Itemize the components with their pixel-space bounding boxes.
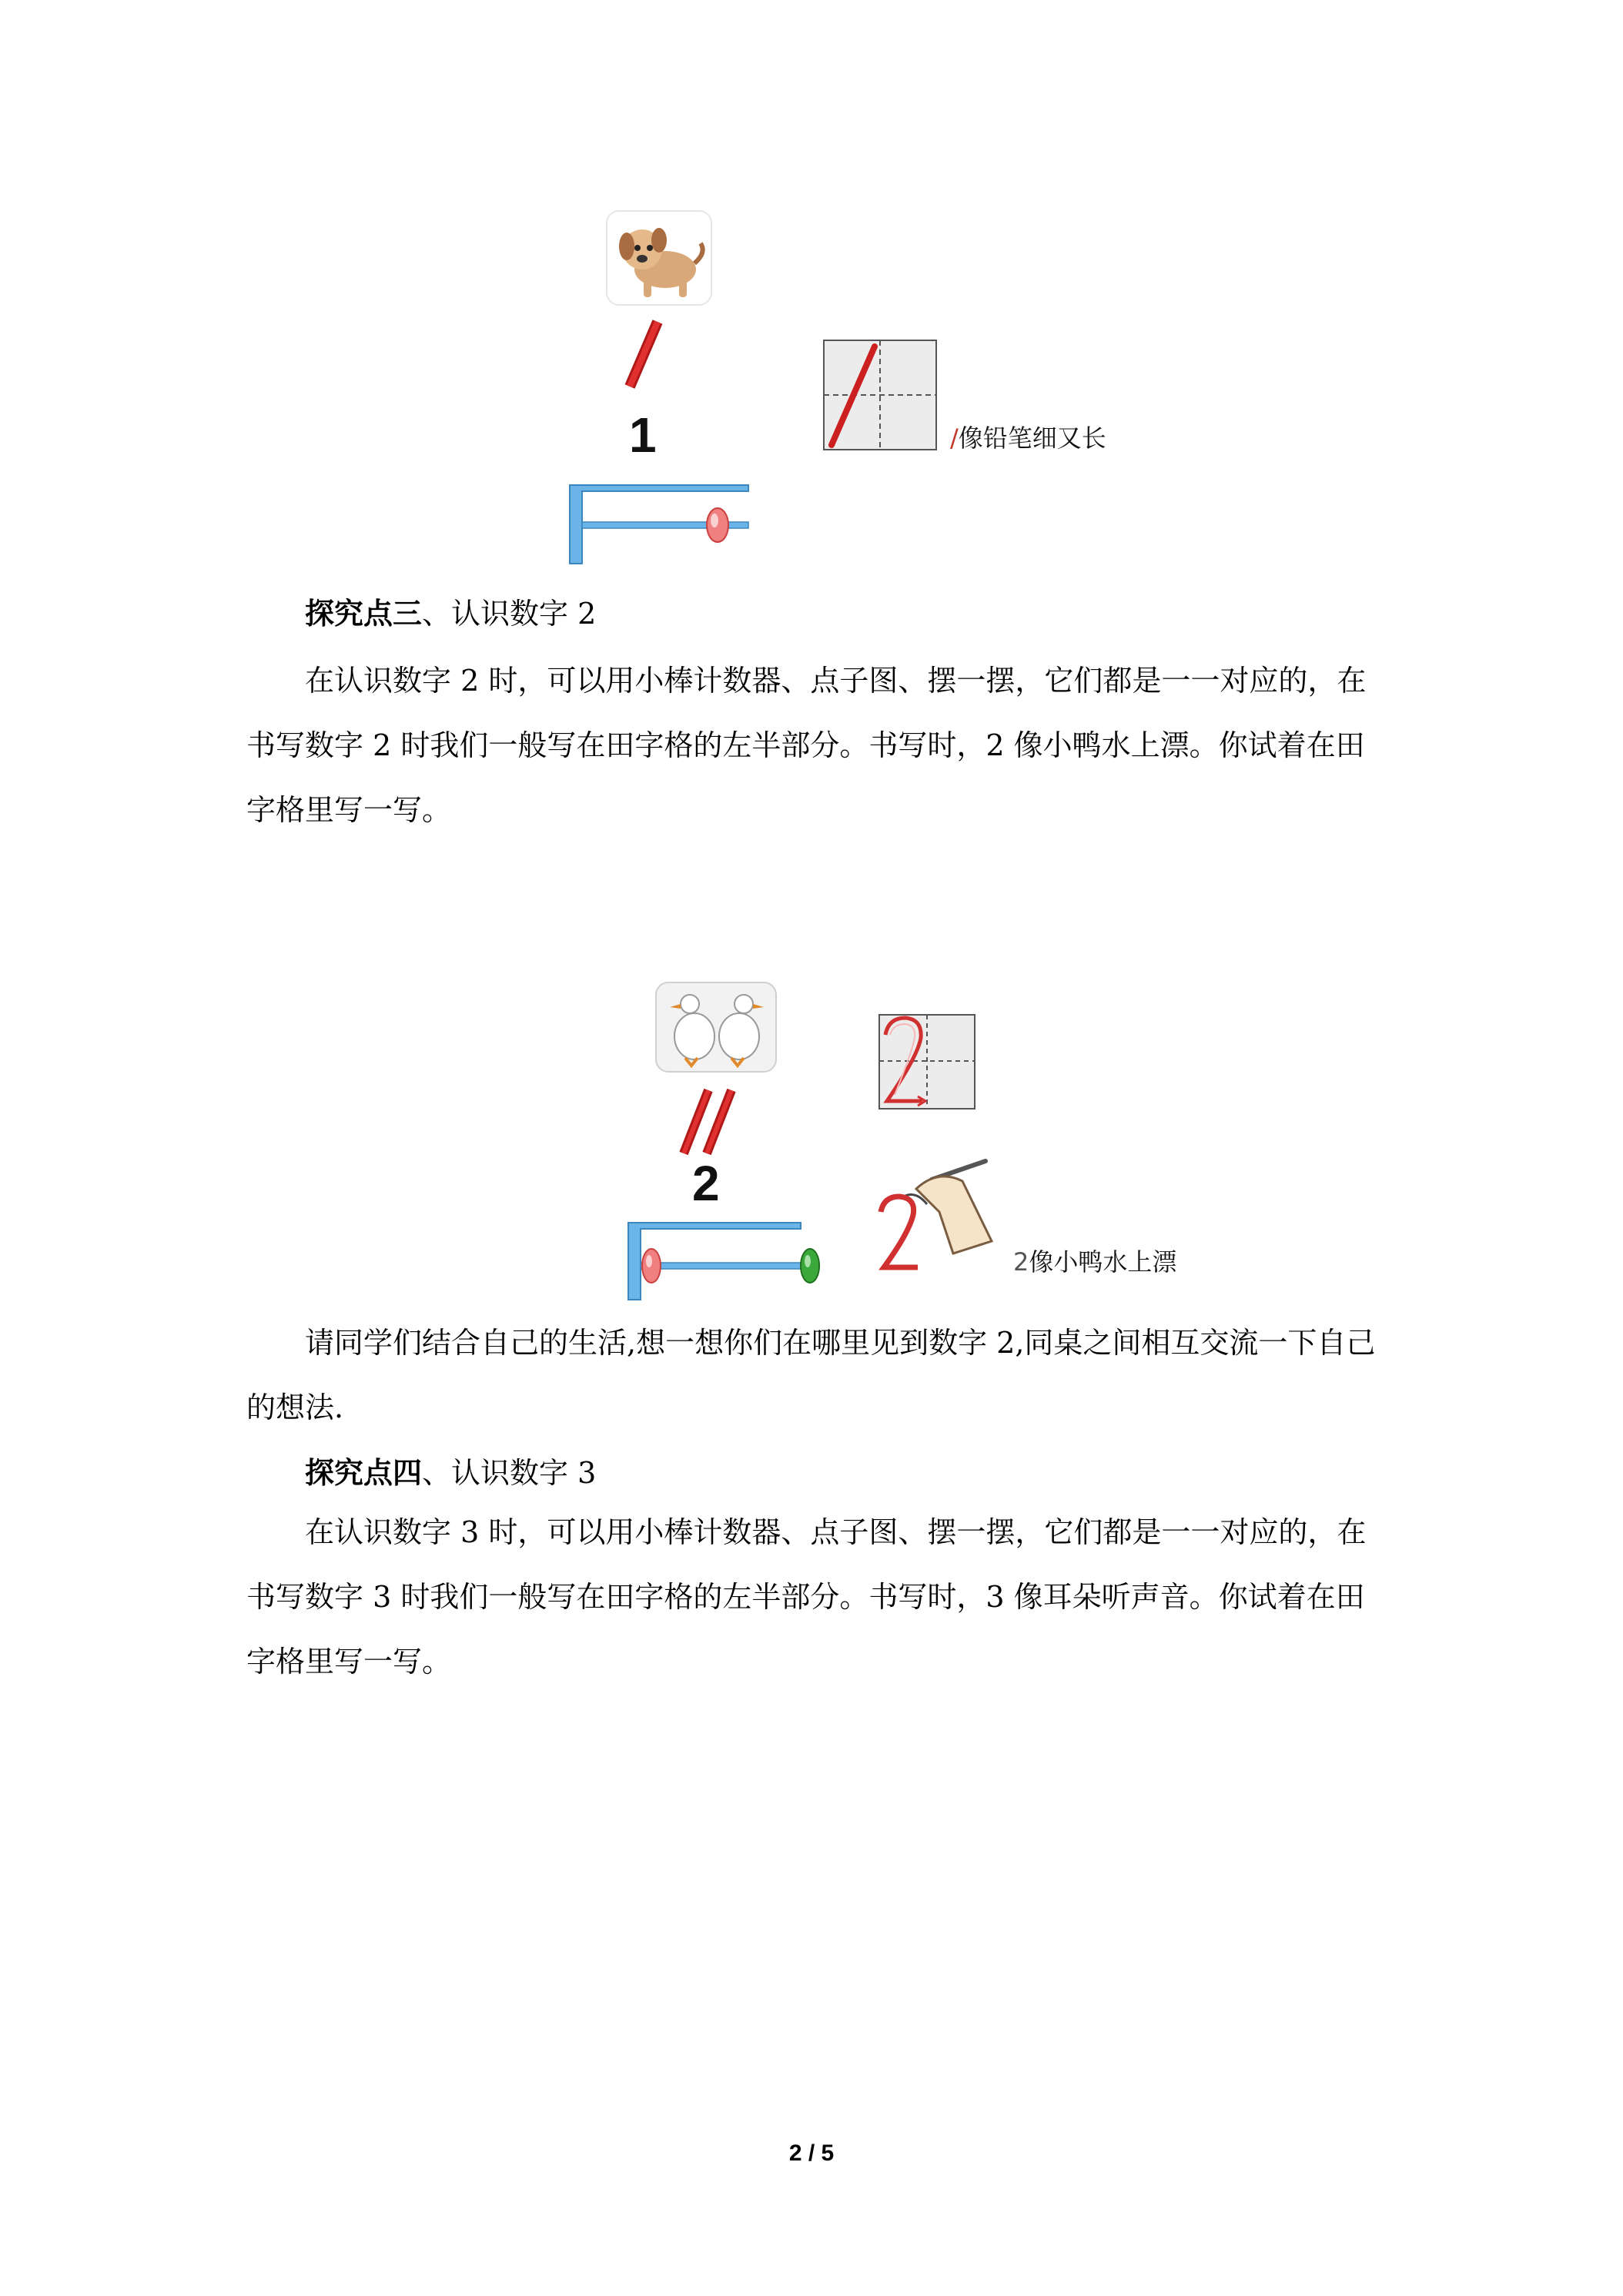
figure-number-label: 1 xyxy=(629,407,657,463)
figure-number-label: 2 xyxy=(692,1156,720,1211)
single-stick xyxy=(621,316,667,393)
discussion-paragraph: 请同学们结合自己的生活,想一想你们在哪里见到数字 2,同桌之间相互交流一下自己的想法. xyxy=(246,1326,1376,1424)
caption-two: 2像小鸭水上漂 xyxy=(1013,1247,1177,1277)
section-heading-three: 探究点三、认识数字 2 xyxy=(305,596,597,631)
tianzige-grid-one xyxy=(822,339,938,451)
hand-writing-image xyxy=(878,1158,993,1274)
paragraph-three: 在认识数字 2 时，可以用小棒计数器、点子图、摆一摆，它们都是一一对应的，在书写数字 2 时我们一般写在田字格的左半部分。书写时，2 像小鸭水上漂。你试着在田字格里写一写。 xyxy=(246,664,1367,827)
caption-one: /像铅笔细又长 xyxy=(950,423,1106,453)
dog-image xyxy=(605,209,713,306)
tianzige-grid-two xyxy=(878,1013,976,1110)
counter-two-beads xyxy=(625,1220,825,1303)
geese-image xyxy=(654,981,778,1073)
paragraph-four: 在认识数字 3 时，可以用小棒计数器、点子图、摆一摆，它们都是一一对应的，在书写数字 3 时我们一般写在田字格的左半部分。书写时，3 像耳朵听声音。你试着在田字格里写一写。 xyxy=(246,1515,1367,1678)
double-stick xyxy=(674,1084,744,1161)
counter-one-bead xyxy=(567,482,751,567)
page-number: 2 / 5 xyxy=(788,2140,835,2166)
section-heading-four: 探究点四、认识数字 3 xyxy=(305,1455,597,1490)
